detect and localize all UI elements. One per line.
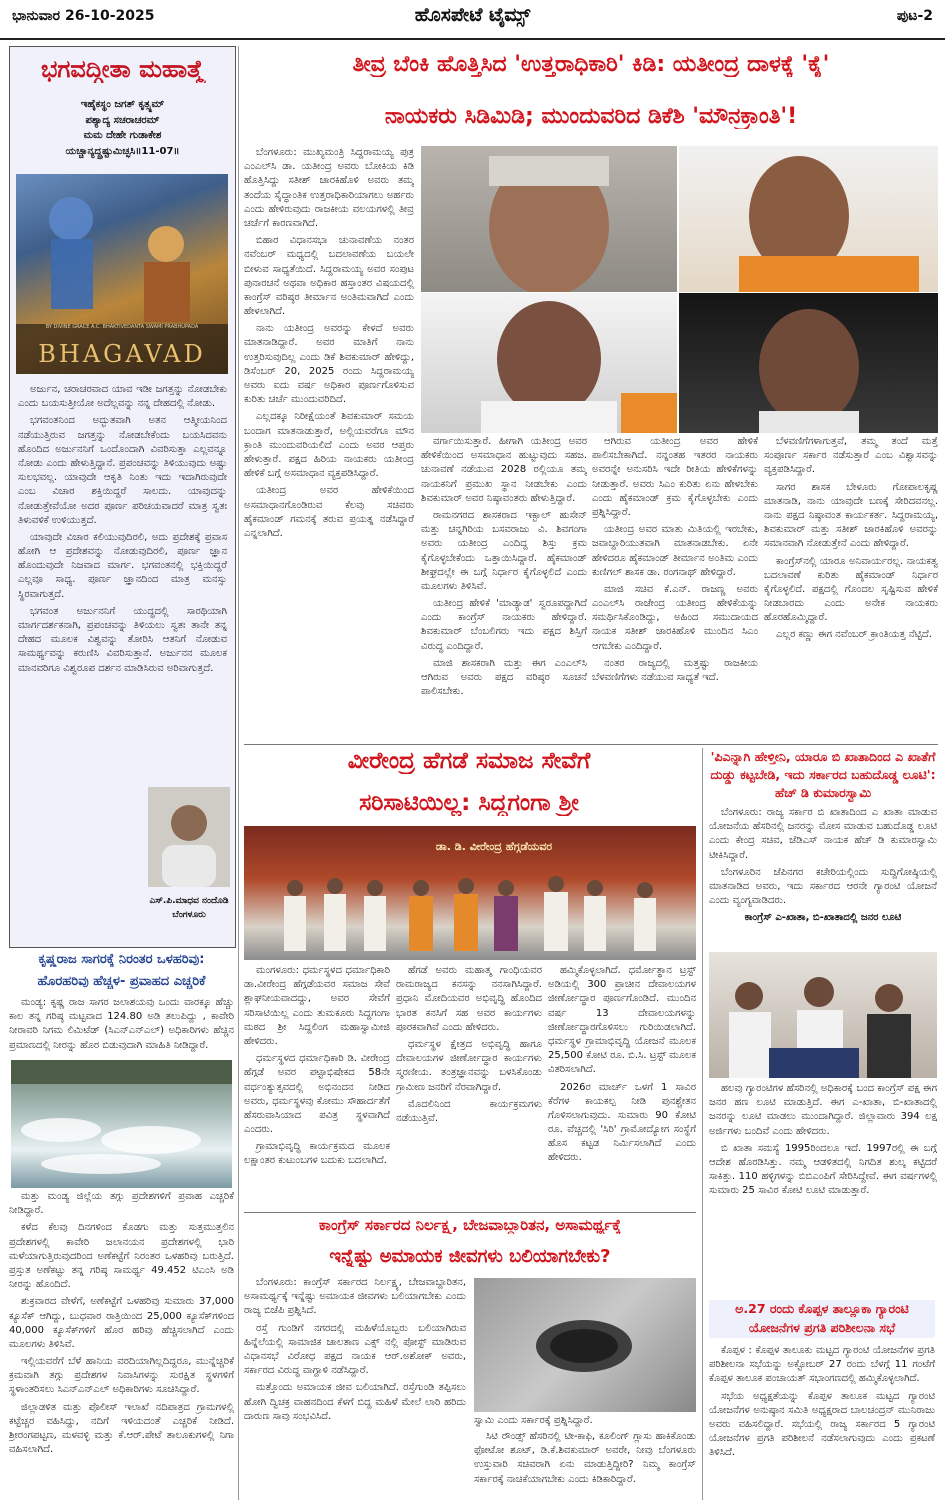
krs-dam-photo xyxy=(11,1060,232,1188)
lead-column-4: ಬೆಳವಣಿಗೆಗಳಾಗುತ್ತವೆ, ತಮ್ಮ ತಂದೆ ಮತ್ತೆ ಸಂಪೂರ್ಣ ಸರ್ಕಾರ ನಡೆಸುತ್ತಾರೆ ಎಂಬ ವಿಶ್ವಾಸವನ್ನು ವ್ಯಕ್ತಪಡಿಸಿದ್ದಾರೆ. ಸಾಗರ ಶಾಸಕ ಬೇಳೂರು ಗೋಪಾಲಕೃಷ್ಣ ಮಾತನಾಡಿ, ನಾನು ಯಾವುದೇ ಬಣಕ್ಕೆ ಸೇರಿದವನಲ್ಲ. ನಾನು ಪಕ್ಷದ ನಿಷ್ಠಾವಂತ ಕಾರ್ಯಕರ್ತ. ಸಿದ್ದರಾಮಯ್ಯ, ಶಿವಕುಮಾರ್ ಮತ್ತು ಸತೀಶ್ ಜಾರಕಿಹೊಳಿ ಅವರನ್ನು ಸಮಾನವಾಗಿ ನೋಡುತ್ತೇನೆ ಎಂದು ಹೇಳಿದ್ದಾರೆ. ಕಾಂಗ್ರೆಸ್‌ನಲ್ಲಿ ಯಾರೂ ಅನಿವಾರ್ಯರಲ್ಲ. ನಾಯಕತ್ವ ಬದಲಾವಣೆ ಕುರಿತು ಹೈಕಮಾಂಡ್ ನಿರ್ಧಾರ ಕೈಗೊಳ್ಳಲಿದೆ. ಪಕ್ಷದಲ್ಲಿ ಗೊಂದಲ ಸೃಷ್ಟಿಸುವ ಹೇಳಿಕೆ ನೀಡಬಾರದು ಎಂದು ಅನೇಕ ನಾಯಕರು ಹೊರಹೊಮ್ಮಿದ್ದಾರೆ. ಎಲ್ಲರ ಕಣ್ಣು ಈಗ ನವೆಂಬರ್ ಕ್ರಾಂತಿಯತ್ತ ನೆಟ್ಟಿದೆ. xyxy=(764,436,938,641)
veerendra-column-2: ಹೆಗಡೆ ಅವರು ಮಹಾತ್ಮ ಗಾಂಧಿಯವರ ರಾಮರಾಜ್ಯದ ಕನಸನ್ನು ನನಸಾಗಿಸಿದ್ದಾರೆ. ಪ್ರಧಾನಿ ಮೋದಿಯವರ ಅಭಿವೃದ್ಧಿ ಹೊಂದಿದ ಭಾರತ ಕನಸಿಗೆ ಸಹ ಅವರ ಕಾರ್ಯಗಳು ಪೂರಕವಾಗಿವೆ ಎಂದು ಹೇಳಿದರು. ಧರ್ಮಸ್ಥಳ ಕ್ಷೇತ್ರದ ಅಭಿವೃದ್ಧಿ ಹಾಗೂ ದೇವಾಲಯಗಳ ಜೀರ್ಣೋದ್ಧಾರ ಕಾರ್ಯಗಳು ಸ್ಮರಣೀಯ. ತಂತ್ರಜ್ಞಾನವನ್ನು ಬಳಸಿಕೊಂಡು ಗ್ರಾಮೀಣ ಜನರಿಗೆ ನೆರವಾಗಿದ್ದಾರೆ. ಮೊದಲಿನಿಂದ ಕಾರ್ಯಕ್ರಮಗಳು ನಡೆಯುತ್ತಿವೆ. xyxy=(396,965,542,1124)
person-portrait-icon xyxy=(148,787,230,887)
congress-photo-caption: ಸ್ವಾಮಿ ಎಂದು ಸರ್ಕಾರಕ್ಕೆ ಪ್ರಶ್ನಿಸಿದ್ದಾರೆ. xyxy=(474,1415,593,1426)
author-caption: ಎಸ್.ಪಿ.ಮಾಧವ ನಂದೊಡಿ ಬೆಂಗಳೂರು xyxy=(149,896,229,920)
kaveri-body-2: ಮತ್ತು ಮಂಡ್ಯ ಜಿಲ್ಲೆಯ ತಗ್ಗು ಪ್ರದೇಶಗಳಿಗೆ ಪ್ರವಾಹ ಎಚ್ಚರಿಕೆ ನೀಡಿದ್ದಾರೆ. ಕಳೆದ ಕೆಲವು ದಿನಗಳಿಂದ ಕೊಡಗು ಮತ್ತು ಸುತ್ತಮುತ್ತಲಿನ ಪ್ರದೇಶಗಳಲ್ಲಿ ಕಾವೇರಿ ಜಲಾನಯನ ಪ್ರದೇಶಗಳಲ್ಲಿ ಭಾರಿ ಮಳೆಯಾಗುತ್ತಿರುವುದರಿಂದ ಅಣೆಕಟ್ಟೆಗೆ ನಿರಂತರ ಒಳಹರಿವು ಬರುತ್ತಿದೆ. ಪ್ರಸ್ತುತ ಅಣೆಕಟ್ಟು ತನ್ನ ಗರಿಷ್ಠ ಸಾಮರ್ಥ್ಯ 49.452 ಟಿಎಂಸಿ ಅಡಿ ನೀರನ್ನು ಹೊಂದಿದೆ. ಶುಕ್ರವಾರದ ವೇಳೆಗೆ, ಅಣೆಕಟ್ಟೆಗೆ ಒಳಹರಿವು ಸುಮಾರು 37,000 ಕ್ಯೂಸೆಕ್ ಆಗಿದ್ದು, ಬುಧವಾರ ರಾತ್ರಿಯಿಂದ 25,000 ಕ್ಯೂಸೆಕ್‌ಗಳಿಂದ 40,000 ಕ್ಯೂಸೆಕ್‌ಗಳಿಗೆ ಹೊರ ಹರಿವು ಹೆಚ್ಚಿಸಲಾಗಿದೆ ಎಂದು ಮೂಲಗಳು ತಿಳಿಸಿವೆ. ಇಲ್ಲಿಯವರೆಗೆ ಬೆಳೆ ಹಾನಿಯ ವರದಿಯಾಗಿಲ್ಲದಿದ್ದರೂ, ಮುನ್ನೆಚ್ಚರಿಕೆ ಕ್ರಮವಾಗಿ ತಗ್ಗು ಪ್ರದೇಶಗಳ ನಿವಾಸಿಗಳನ್ನು ಸುರಕ್ಷಿತ ಸ್ಥಳಗಳಿಗೆ ಸ್ಥಳಾಂತರಿಸಲು ಸಿಎನ್‌ಎನ್‌ಎಲ್ ಅಧಿಕಾರಿಗಳು ಸೂಚಿಸಿದ್ದಾರೆ. ಜಿಲ್ಲಾಡಳಿತ ಮತ್ತು ಪೊಲೀಸ್ ಇಲಾಖೆ ನದಿಪಾತ್ರದ ಗ್ರಾಮಗಳಲ್ಲಿ ಕಟ್ಟೆಚ್ಚರ ವಹಿಸಿದ್ದು, ನದಿಗೆ ಇಳಿಯದಂತೆ ಎಚ್ಚರಿಕೆ ನೀಡಿದೆ. ಶ್ರೀರಂಗಪಟ್ಟಣ, ಮಳವಳ್ಳಿ ಮತ್ತು ಕೆ.ಆರ್.ಪೇಟೆ ತಾಲೂಕುಗಳಲ್ಲಿ ನಿಗಾ ವಹಿಸಲಾಗಿದೆ. xyxy=(9,1191,234,1456)
left-column-divider xyxy=(238,46,239,1500)
veerendra-headline-1: ವೀರೇಂದ್ರ ಹೆಗಡೆ ಸಮಾಜ ಸೇವೆಗೆ xyxy=(347,748,591,774)
koppal-headline: ಅ.27 ರಂದು ಕೊಪ್ಪಳ ತಾಲ್ಲೂಕಾ ಗ್ಯಾರಂಟಿ ಯೋಜನೆಗಳ ಪ್ರಗತಿ ಪರಿಶೀಲನಾ ಸಭೆ xyxy=(709,1300,935,1338)
gita-cover-title: BHAGAVAD xyxy=(38,340,206,368)
kaveri-headline-2: ಹೊರಹರಿವು ಹೆಚ್ಚಳ- ಪ್ರವಾಹದ ಎಚ್ಚರಿಕೆ xyxy=(37,974,206,989)
masthead-bar xyxy=(0,0,945,40)
gita-title: ಭಗವದ್ಗೀತಾ ಮಹಾತ್ಮೆ xyxy=(41,55,204,83)
lead-column-1: ಬೆಂಗಳೂರು: ಮುಖ್ಯಮಂತ್ರಿ ಸಿದ್ದರಾಮಯ್ಯ ಪುತ್ರ ಎಂಎಲ್‌ಸಿ ಡಾ. ಯತೀಂದ್ರ ಅವರು ಬೋಕಿಯ ಕಿಡಿ ಹೊತ್ತಿಸಿದ್ದು ಸತೀಶ್ ಜಾರಕಿಹೊಳಿ ಅವರು ತಮ್ಮ ತಂದೆಯ ಸೈದ್ಧಾಂತಿಕ ಉತ್ತರಾಧಿಕಾರಿಯಾಗಲು ಅರ್ಹರು ಎಂದು ಹೇಳಿರುವುದು ರಾಜಕೀಯ ವಲಯಗಳಲ್ಲಿ ತೀವ್ರ ಚರ್ಚೆಗೆ ಕಾರಣವಾಗಿದೆ. ಬಿಹಾರ ವಿಧಾನಸಭಾ ಚುನಾವಣೆಯ ನಂತರ ನವೆಂಬರ್ ಮಧ್ಯದಲ್ಲಿ ಬದಲಾವಣೆಯ ಬಯಲೇ ಬೀಳುವ ಸಾಧ್ಯತೆಯಿದೆ. ಸಿದ್ದರಾಮಯ್ಯ ಅವರ ಸಂಪುಟ ಪುನಾರಚನೆ ಅಥವಾ ಅಧಿಕಾರ ಹಸ್ತಾಂತರ ವಿಷಯದಲ್ಲಿ ಕಾಂಗ್ರೆಸ್ ವರಿಷ್ಠರ ತೀರ್ಮಾನ ಅಂತಿಮವಾಗಿದೆ ಎಂದು ಹೇಳಲಾಗಿದೆ. ನಾನು ಯತೀಂದ್ರ ಅವರನ್ನು ಕೇಳದೆ ಅವರು ಮಾತನಾಡಿದ್ದಾರೆ. ಅವರ ಮಾತಿಗೆ ನಾನು ಉತ್ತರಿಸುವುದಿಲ್ಲ ಎಂದು ಡಿಕೆ ಶಿವಕುಮಾರ್ ಹೇಳಿದ್ದು, ಡಿಸೆಂಬರ್ 20, 2025 ರಂದು ಸಿದ್ದರಾಮಯ್ಯ ಅವರು ಐದು ವರ್ಷ ಅಧಿಕಾರ ಪೂರ್ಣಗೊಳಿಸುವ ಕುರಿತು ಚರ್ಚೆ ಮುಂದುವರಿದಿದೆ. ಎಲ್ಲದಕ್ಕೂ ನಿರೀಕ್ಷೆಯಂತೆ ಶಿವಕುಮಾರ್ ಸಮಯ ಬಂದಾಗ ಮಾತನಾಡುತ್ತಾರೆ, ಅಲ್ಲಿಯವರೆಗೂ ಮೌನ ಕ್ರಾಂತಿ ಮುಂದುವರಿಯಲಿದೆ ಎಂದು ಅವರ ಆಪ್ತರು ಹೇಳುತ್ತಾರೆ. ಪಕ್ಷದ ಹಿರಿಯ ನಾಯಕರು ಯತೀಂದ್ರ ಹೇಳಿಕೆ ಬಗ್ಗೆ ಅಸಮಾಧಾನ ವ್ಯಕ್ತಪಡಿಸಿದ್ದಾರೆ. ಯತೀಂದ್ರ ಅವರ ಹೇಳಿಕೆಯಿಂದ ಅಸಮಾಧಾನಗೊಂಡಿರುವ ಕೆಲವು ಸಚಿವರು ಹೈಕಮಾಂಡ್ ಗಮನಕ್ಕೆ ತರುವ ಪ್ರಯತ್ನ ನಡೆಸಿದ್ದಾರೆ ಎನ್ನಲಾಗಿದೆ. xyxy=(244,147,414,539)
kumaraswamy-section xyxy=(707,748,937,928)
gita-book-cover-image xyxy=(16,174,228,374)
lead-headline-1: ತೀವ್ರ ಬೆಂಕಿ ಹೊತ್ತಿಸಿದ 'ಉತ್ತರಾಧಿಕಾರಿ' ಕಿಡಿ: ಯತೀಂದ್ರ ದಾಳಕ್ಕೆ 'ಕೈ' xyxy=(352,52,830,77)
congress-column-2: ಸಿಟಿ ರೌಂಡ್ಸ್ ಹೆಸರಿನಲ್ಲಿ ಟೀ-ಕಾಫಿ, ಕೂಲಿಂಗ್ ಗ್ಲಾಸು ಹಾಕಿಕೊಂಡು ಫೋಟೋ ಶೂಟ್, ಡಿ.ಕೆ.ಶಿವಕುಮಾರ್ ಅವರೇ, ನೀವು ಬೆಂಗಳೂರು ಉಸ್ತುವಾರಿ ಸಚಿವರಾಗಿ ಏನು ಮಾಡುತ್ತಿದ್ದೀರಿ? ನಿಮ್ಮ ಕಾಂಗ್ರೆಸ್ ಸರ್ಕಾರಕ್ಕೆ ನಾಚಿಕೆಯಾಗಬೇಕು ಎಂದು ಕಿಡಿಕಾರಿದ್ದಾರೆ. xyxy=(474,1431,696,1485)
kumaraswamy-body-2: ಹಲವು ಗ್ಯಾರಂಟಿಗಳ ಹೆಸರಿನಲ್ಲಿ ಅಧಿಕಾರಕ್ಕೆ ಬಂದ ಕಾಂಗ್ರೆಸ್ ಪಕ್ಷ ಈಗ ಜನರ ಹಣ ಲೂಟಿ ಮಾಡುತ್ತಿದೆ. ಈಗ ಎ-ಖಾತಾ, ಬಿ-ಖಾತಾದಲ್ಲಿ ಜನರನ್ನು ಲೂಟಿ ಮಾಡಲು ಮುಂದಾಗಿದ್ದಾರೆ. ಜಿಲ್ಲಾವಾರು 394 ಲಕ್ಷ ಅರ್ಜಿಗಳು ಬಂದಿವೆ ಎಂದು ಹೇಳಿದರು. ಬಿ ಖಾತಾ ಸಮಸ್ಯೆ 1995ರಿಂದಲೂ ಇದೆ. 1997ರಲ್ಲಿ ಈ ಬಗ್ಗೆ ಆದೇಶ ಹೊರಡಿಸಿತ್ತು. ನಮ್ಮ ಆಡಳಿತದಲ್ಲಿ ನಿಗದಿತ ಶುಲ್ಕ ಕಟ್ಟಿದರೆ ಸಾಕಿತ್ತು. 110 ಹಳ್ಳಿಗಳನ್ನು ಬಿಬಿಎಂಪಿಗೆ ಸೇರಿಸಿದ್ದೇವೆ. ಈಗ ವರ್ಷಗಳಲ್ಲಿ ಸುಮಾರು 25 ಸಾವಿರ ಕೋಟಿ ಲೂಟಿ ಮಾಡುತ್ತಾರೆ. xyxy=(709,1083,937,1197)
press-conference-illustration xyxy=(709,952,937,1078)
lead-column-2: ವರ್ಗಾಯಿಸುತ್ತಾರೆ. ಹೀಗಾಗಿ ಯತೀಂದ್ರ ಅವರ ಹೇಳಿಕೆಯಿಂದ ಅಸಮಾಧಾನ ಹುಟ್ಟುವುದು ಸಹಜ. ಚುನಾವಣೆ ನಡೆಯುವ 2028 ರಲ್ಲಿಯೂ ತಮ್ಮ ನಾಯಕನಿಗೆ ಪ್ರಮುಖ ಸ್ಥಾನ ನೀಡಬೇಕು ಎಂದು ಶಿವಕುಮಾರ್ ಅವರ ನಿಷ್ಠಾವಂತರು ಹೇಳುತ್ತಿದ್ದಾರೆ. ರಾಮನಗರದ ಶಾಸಕರಾದ ಇಕ್ಬಾಲ್ ಹುಸೇನ್ ಮತ್ತು ಚನ್ನಗಿರಿಯ ಬಸವರಾಜು ವಿ. ಶಿವಗಂಗಾ ಅವರು ಯತೀಂದ್ರ ಎಂದಿದ್ದ ಶಿಸ್ತು ಕ್ರಮ ಕೈಗೊಳ್ಳಬೇಕೆಂದು ಒತ್ತಾಯಿಸಿದ್ದಾರೆ. ಹೈಕಮಾಂಡ್ ಶೀಘ್ರದಲ್ಲೇ ಈ ಬಗ್ಗೆ ನಿರ್ಧಾರ ಕೈಗೊಳ್ಳಲಿದೆ ಎಂದು ಮೂಲಗಳು ತಿಳಿಸಿವೆ. ಯತೀಂದ್ರ ಹೇಳಿಕೆ 'ಮಾಡ್ಯಾಡ' ಸ್ವರೂಪದ್ದಾಗಿದೆ ಎಂದು ಕಾಂಗ್ರೆಸ್ ನಾಯಕರು ಹೇಳಿದ್ದಾರೆ. ಶಿವಕುಮಾರ್ ಬೆಂಬಲಿಗರು ಇದು ಪಕ್ಷದ ಶಿಸ್ತಿಗೆ ವಿರುದ್ಧ ಎಂದಿದ್ದಾರೆ. ಮಾಜಿ ಶಾಸಕರಾಗಿ ಮತ್ತು ಈಗ ಎಂಎಲ್‌ಸಿ ಆಗಿರುವ ಅವರು ಪಕ್ಷದ ವರಿಷ್ಠರ ಸೂಚನೆ ಪಾಲಿಸಬೇಕು. xyxy=(421,436,587,698)
veerendra-column-1: ಮಂಗಳೂರು: ಧರ್ಮಸ್ಥಳದ ಧರ್ಮಾಧಿಕಾರಿ ಡಾ.ವೀರೇಂದ್ರ ಹೆಗ್ಗಡೆಯವರ ಸಮಾಜ ಸೇವೆ ಶ್ಲಾಘನೀಯವಾದದ್ದು, ಅವರ ಸೇವೆಗೆ ಸರಿಸಾಟಿಯಿಲ್ಲ ಎಂದು ತುಮಕೂರು ಸಿದ್ದಗಂಗಾ ಮಠದ ಶ್ರೀ ಸಿದ್ದಲಿಂಗ ಮಹಾಸ್ವಾಮೀಜಿ ಹೇಳಿದರು. ಧರ್ಮಸ್ಥಳದ ಧರ್ಮಾಧಿಕಾರಿ ಡಿ. ವೀರೇಂದ್ರ ಹೆಗ್ಗಡೆ ಅವರ ಪಟ್ಟಾಭಿಷೇಕದ 58ನೇ ವರ್ಧಂತ್ಯುತ್ಸವದಲ್ಲಿ ಅಭಿನಂದನ ನೀಡಿದ ಅವರು, ಧರ್ಮಸ್ಥಳವು ಕೋಮು ಸೌಹಾರ್ದತೆಗೆ ಹೆಸರುವಾಸಿಯಾದ ಪವಿತ್ರ ಸ್ಥಳವಾಗಿದೆ ಎಂದರು. ಗ್ರಾಮಾಭಿವೃದ್ಧಿ ಕಾರ್ಯಕ್ರಮದ ಮೂಲಕ ಲಕ್ಷಾಂತರ ಕುಟುಂಬಗಳ ಬದುಕು ಬದಲಾಗಿದೆ. xyxy=(244,965,390,1167)
event-banner-text: ಡಾ. ಡಿ. ವೀರೇಂದ್ರ ಹೆಗ್ಗಡೆಯವರ xyxy=(435,840,553,853)
gita-cover-small-text: BY DIVINE GRACE A.C. BHAKTIVEDANTA SWAMI PRABHUPADA xyxy=(45,324,199,330)
gita-verse: ಇಹೈಕಸ್ಥಂ ಜಗತ್ ಕೃತ್ಸ್ನಮ್ ಪಶ್ಯಾದ್ಯ ಸಚರಾಚರಮ್ ಮಮ ದೇಹೇ ಗುಡಾಕೇಶ ಯಚ್ಚಾನ್ಯದ್ದ್ರಷ್ಟುಮಿಚ್ಛಸಿ॥11-07॥ xyxy=(65,99,180,157)
yathindra-photo xyxy=(421,293,677,433)
page-number: ಪುಟ-2 xyxy=(896,8,933,24)
congress-headline-2: ಇನ್ನೆಷ್ಟು ಅಮಾಯಕ ಜೀವಗಳು ಬಲಿಯಾಗಬೇಕು? xyxy=(329,1246,611,1267)
politician-portrait-4 xyxy=(679,293,938,433)
pothole-photo xyxy=(474,1278,696,1412)
satish-jarkiholi-photo xyxy=(679,293,938,433)
veerendra-column-3: ಹಮ್ಮಿಕೊಳ್ಳಲಾಗಿದೆ. ಧರ್ಮೋತ್ಥಾನ ಟ್ರಸ್ಟ್ ಅಡಿಯಲ್ಲಿ 300 ಪ್ರಾಚೀನ ದೇವಾಲಯಗಳ ಜೀರ್ಣೋದ್ಧಾರ ಪೂರ್ಣಗೊಂಡಿದೆ. ಮುಂದಿನ ವರ್ಷ 13 ದೇವಾಲಯಗಳನ್ನು ಜೀರ್ಣೋದ್ಧಾರಗೊಳಿಸಲು ಗುರಿಯಿಡಲಾಗಿದೆ. ಧರ್ಮಸ್ಥಳ ಗ್ರಾಮಾಭಿವೃದ್ಧಿ ಯೋಜನೆ ಮೂಲಕ 25,500 ಕೋಟಿ ರೂ. ಬಿ.ಸಿ. ಟ್ರಸ್ಟ್ ಮೂಲಕ ವಿತರಿಸಲಾಗಿದೆ. 2026ರ ಮಾರ್ಚ್ ಒಳಗೆ 1 ಸಾವಿರ ಕೆರೆಗಳ ಕಾಯಕಲ್ಪ ನೀಡಿ ಪುನಶ್ಚೇತನ ಗೊಳಿಸಲಾಗುವುದು. ಸುಮಾರು 90 ಕೋಟಿ ರೂ. ವೆಚ್ಚದಲ್ಲಿ 'ಸಿರಿ' ಗ್ರಾಮೋದ್ಯೋಗ ಸಂಸ್ಥೆಗೆ ಹೊಸ ಕಟ್ಟಡ ನಿರ್ಮಿಸಲಾಗಿದೆ ಎಂದು ಹೇಳಿದರು. xyxy=(548,965,696,1164)
gita-section xyxy=(9,46,236,948)
masthead-title: ಹೊಸಪೇಟೆ ಟೈಮ್ಸ್ xyxy=(414,4,531,26)
pothole-illustration xyxy=(474,1278,696,1412)
issue-date: ಭಾನುವಾರ 26-10-2025 xyxy=(12,8,155,24)
press-meet-photo xyxy=(709,952,937,1078)
siddaramaiah-photo xyxy=(421,146,677,292)
lead-bottom-rule xyxy=(244,744,938,745)
kumaraswamy-body-1: ಬೆಂಗಳೂರು: ರಾಜ್ಯ ಸರ್ಕಾರ ಬಿ ಖಾತಾದಿಂದ ಎ ಖಾತಾ ಮಾಡುವ ಯೋಜನೆಯ ಹೆಸರಿನಲ್ಲಿ ಜನರನ್ನು ಮೋಸ ಮಾಡುವ ಬಹುದೊಡ್ಡ ಲೂಟಿ ಎಂದು ಕೇಂದ್ರ ಸಚಿವ, ಜೆಡಿಎಸ್ ನಾಯಕ ಹೆಚ್ ಡಿ ಕುಮಾರಸ್ವಾಮಿ ಟೀಕಿಸಿದ್ದಾರೆ. ಬೆಂಗಳೂರಿನ ಜೆಪಿನಗರ ಕಚೇರಿಯಲ್ಲಿಂದು ಸುದ್ದಿಗೋಷ್ಠಿಯಲ್ಲಿ ಮಾತನಾಡಿದ ಅವರು, ಇದು ಸರ್ಕಾರದ ಆರನೇ ಗ್ಯಾರಂಟಿ ಯೋಜನೆ ಎಂದು ವ್ಯಂಗ್ಯವಾಡಿದರು. ಕಾಂಗ್ರೆಸ್ ಎ-ಖಾತಾ, ಬಿ-ಖಾತಾದಲ್ಲಿ ಜನರ ಲೂಟಿ xyxy=(709,807,937,924)
felicitation-event-photo xyxy=(244,826,696,960)
politician-portrait-1 xyxy=(421,146,677,292)
gita-article-body: ಅರ್ಜುನ, ಚರಾಚರವಾದ ಯಾವ ಇಡೀ ಜಗತ್ತನ್ನು ನೋಡಬೇಕು ಎಂದು ಬಯಸುತ್ತೀಯೋ ಅದೆಲ್ಲವನ್ನು ನನ್ನ ದೇಹದಲ್ಲಿ ನೋಡು. ಭಗವಂತನಿಂದ ಅದ್ಭುತವಾಗಿ ಅತನ ಆತ್ಮೀಯನಿಂದ ನಡೆಯುತ್ತಿರುವ ಜಗತ್ತನ್ನು ನೋಡಬೇಕೆಂದು ಬಯಸಿದವನು ಹೊಂದಿದ ಅರ್ಜುನನಿಗೆ ಒಂದೊಂದಾಗಿ ವಿವರಿಸುತ್ತಾ ಎಲ್ಲವನ್ನೂ ನೋಡು ಎಂದು ಹೇಳುತ್ತಿದ್ದಾನೆ. ಪ್ರಪಂಚವನ್ನು ತಿಳಿಯುವುದು ಅಷ್ಟು ಸುಲಭವಲ್ಲ. ಯಾವುದೇ ಆಕೃತಿ ನಿಂತು ಇದು ಇದಾಗಿರುವುದೇ ಎಂಬ ವಿಚಾರ ಶಕ್ತಿಯಿದ್ದರೆ ಸಾಲದು. ಯಾವುದನ್ನು ನೋಡುತ್ತೇವೆಯೋ ಅದರ ಪೂರ್ಣ ಪರಿಚಯವಾದರೆ ಮಾತ್ರ ಸ್ವತಃ ತಿಳುವಳಿಕೆ ಉಳಿಯುತ್ತದೆ. ಯಾವುದೇ ವಿಚಾರ ಕಲಿಯುವುದಿರಲಿ, ಅದು ಪ್ರದೇಶಕ್ಕೆ ಪ್ರವಾಸ ಹೋಗಿ ಆ ಪ್ರದೇಶವನ್ನು ನೋಡುವುದಿರಲಿ, ಪೂರ್ಣ ಜ್ಞಾನ ಹೊಂದುವುದೇ ನಿಜವಾದ ಮಾರ್ಗ. ಭಗವಂತನಲ್ಲಿ ಭಕ್ತಿಯಿದ್ದರೆ ಎಲ್ಲವೂ ಸಾಧ್ಯ. ಪೂರ್ಣ ಜ್ಞಾನದಿಂದ ಮಾತ್ರ ಮನಸ್ಸು ಸ್ಥಿರವಾಗುತ್ತದೆ. ಭಗವಂತ ಅರ್ಜುನನಿಗೆ ಯುದ್ಧದಲ್ಲಿ ಸಾರಥಿಯಾಗಿ ಮಾರ್ಗದರ್ಶಕನಾಗಿ, ಪ್ರಪಂಚವನ್ನು ತಿಳಿಯಲು ಸ್ವತಃ ತಾನೇ ತನ್ನ ದೇಹದ ಮೂಲಕ ವಿಶ್ವವನ್ನು ತೋರಿಸಿ ಆತನಿಗೆ ನೋಡುವ ಸಾಮರ್ಥ್ಯವನ್ನು ಕರುಣಿಸಿ ವಿವರಿಸುತ್ತಾನೆ. ಅರ್ಜುನನ ಮೂಲಕ ಮಾನವರಿಗೂ ವಿಶ್ವರೂಪ ದರ್ಶನ ಮಾಡಿಸಿರುವ ಅರಿವಾಗುತ್ತದೆ. xyxy=(18,384,227,674)
dam-water-illustration xyxy=(11,1060,232,1188)
kaveri-headline-1: ಕೃಷ್ಣರಾಜ ಸಾಗರಕ್ಕೆ ನಿರಂತರ ಒಳಹರಿವು: xyxy=(38,952,205,967)
politician-portrait-2 xyxy=(679,146,938,292)
dk-shivakumar-photo xyxy=(679,146,938,292)
congress-headline-1: ಕಾಂಗ್ರೆಸ್ ಸರ್ಕಾರದ ನಿರ್ಲಕ್ಷ್ಯ, ಬೇಜವಾಬ್ದಾರಿತನ, ಅಸಾಮರ್ಥ್ಯಕ್ಕೆ xyxy=(318,1216,622,1234)
lead-headline-2: ನಾಯಕರು ಸಿಡಿಮಿಡಿ; ಮುಂದುವರಿದ ಡಿಕೆಶಿ 'ಮೌನಕ್ರಾಂತಿ'! xyxy=(384,104,798,129)
congress-top-rule xyxy=(244,1212,696,1213)
kumaraswamy-headline: 'ಪಿಎನ್ನಾಗಿ ಹೇಳ್ತೀನಿ, ಯಾರೂ ಬಿ ಖಾತಾದಿಂದ ಎ ಖಾತೆಗೆ ದುಡ್ಡು ಕಟ್ಟಬೇಡಿ, ಇದು ಸರ್ಕಾರದ ಬಹುದೊಡ್ಡ ಲೂಟಿ': ಹೆಚ್ ಡಿ ಕುಮಾರಸ್ವಾಮಿ xyxy=(710,749,936,801)
politician-portrait-3 xyxy=(421,293,677,433)
congress-column-1: ಬೆಂಗಳೂರು: ಕಾಂಗ್ರೆಸ್ ಸರ್ಕಾರದ ನಿರ್ಲಕ್ಷ್ಯ, ಬೇಜವಾಬ್ದಾರಿತನ, ಅಸಾಮರ್ಥ್ಯಕ್ಕೆ ಇನ್ನೆಷ್ಟು ಅಮಾಯಕ ಜೀವಗಳು ಬಲಿಯಾಗಬೇಕು ಎಂದು ರಾಜ್ಯ ಬಿಜೆಪಿ ಪ್ರಶ್ನಿಸಿದೆ. ರಸ್ತೆ ಗುಂಡಿಗೆ ನಗರದಲ್ಲಿ ಮಹಿಳೆಯೊಬ್ಬರು ಬಲಿಯಾಗಿರುವ ಹಿನ್ನೆಲೆಯಲ್ಲಿ ಸಾಮಾಜಿಕ ಜಾಲತಾಣ ಎಕ್ಸ್ ನಲ್ಲಿ ಪೋಸ್ಟ್ ಮಾಡಿರುವ ವಿಧಾನಸಭೆ ವಿರೋಧ ಪಕ್ಷದ ನಾಯಕ ಆರ್.ಅಶೋಕ್ ಅವರು, ಸರ್ಕಾರದ ವಿರುದ್ಧ ವಾಗ್ದಾಳಿ ನಡೆಸಿದ್ದಾರೆ. ಮತ್ತೊಂದು ಅಮಾಯಕ ಜೀವ ಬಲಿಯಾಗಿದೆ. ರಸ್ತೆಗುಂಡಿ ತಪ್ಪಿಸಲು ಹೋಗಿ ದ್ವಿಚಕ್ರ ವಾಹನದಿಂದ ಕೆಳಗೆ ಬಿದ್ದ ಮಹಿಳೆ ಮೇಲೆ ಲಾರಿ ಹರಿದು ದಾರುಣ ಸಾವು ಸಂಭವಿಸಿದೆ. xyxy=(244,1277,466,1422)
koppal-body: ಕೊಪ್ಪಳ : ಕೊಪ್ಪಳ ತಾಲೂಕು ಮಟ್ಟದ ಗ್ಯಾರಂಟಿ ಯೋಜನೆಗಳ ಪ್ರಗತಿ ಪರಿಶೀಲನಾ ಸಭೆಯನ್ನು ಅಕ್ಟೋಬರ್ 27 ರಂದು ಬೆಳಗ್ಗೆ 11 ಗಂಟೆಗೆ ಕೊಪ್ಪಳ ತಾಲೂಕ ಪಂಚಾಯತ್ ಸಭಾಂಗಣದಲ್ಲಿ ಹಮ್ಮಿಕೊಳ್ಳಲಾಗಿದೆ. ಸಭೆಯ ಅಧ್ಯಕ್ಷತೆಯನ್ನು ಕೊಪ್ಪಳ ತಾಲೂಕ ಮಟ್ಟದ ಗ್ಯಾರಂಟಿ ಯೋಜನೆಗಳ ಅನುಷ್ಠಾನ ಸಮಿತಿ ಅಧ್ಯಕ್ಷರಾದ ಬಾಲಚಂದ್ರನ್ ಮುನಿರಾಜು ಅವರು ವಹಿಸಲಿದ್ದಾರೆ. ಸಭೆಯಲ್ಲಿ ರಾಜ್ಯ ಸರ್ಕಾರದ 5 ಗ್ಯಾರಂಟಿ ಯೋಜನೆಗಳ ಪ್ರಗತಿ ಪರಿಶೀಲನೆ ನಡೆಸಲಾಗುವುದು ಎಂದು ಪ್ರಕಟಣೆ ತಿಳಿಸಿದೆ. xyxy=(709,1345,935,1459)
kaveri-body-1: ಮಂಡ್ಯ: ಕೃಷ್ಣ ರಾಜ ಸಾಗರ ಜಲಾಶಯವು ಒಂದು ವಾರಕ್ಕೂ ಹೆಚ್ಚು ಕಾಲ ತನ್ನ ಗರಿಷ್ಠ ಮಟ್ಟವಾದ 124.80 ಅಡಿ ತಲುಪಿದ್ದು , ಕಾವೇರಿ ನೀರಾವರಿ ನಿಗಮ ಲಿಮಿಟೆಡ್ (ಸಿಎನ್‌ಎನ್‌ಎಲ್) ಅಧಿಕಾರಿಗಳು ಹೆಚ್ಚಿನ ಪ್ರಮಾಣದಲ್ಲಿ ನೀರನ್ನು ಹೊರ ಬಿಡುವುದಾಗಿ ಮಾಹಿತಿ ನೀಡಿದ್ದಾರೆ. xyxy=(9,997,234,1051)
lead-column-3: ಆಗಿರುವ ಯತೀಂದ್ರ ಅವರ ಹೇಳಿಕೆ ಪಾಲಿಸಬೇಕಾಗಿದೆ. ನನ್ನಂತಹ ಇತರರ ನಾಯಕರು ಅವರನ್ನೇ ಅನುಸರಿಸಿ ಇದೇ ರೀತಿಯ ಹೇಳಿಕೆಗಳನ್ನು ನೀಡುತ್ತಾರೆ. ಅವರು ಸಿಎಂ ಕುರಿತು ಏನು ಹೇಳಬೇಕು ಎಂದು ಹೈಕಮಾಂಡ್ ಕ್ರಮ ಕೈಗೊಳ್ಳಬೇಕು ಎಂದು ಪ್ರಶ್ನಿಸಿದ್ದಾರೆ. ಯತೀಂದ್ರ ಅವರ ಮಾತು ಮಿತಿಯಲ್ಲಿ ಇರಬೇಕು, ಜವಾಬ್ದಾರಿಯುತವಾಗಿ ಮಾತನಾಡಬೇಕು. ಏನೇ ಹೇಳಿದರೂ ಹೈಕಮಾಂಡ್ ತೀರ್ಮಾನ ಅಂತಿಮ ಎಂದು ಕುಣಿಗಲ್ ಶಾಸಕ ಡಾ. ರಂಗನಾಥ್ ಹೇಳಿದ್ದಾರೆ. ಮಾಜಿ ಸಚಿವ ಕೆ.ಎನ್. ರಾಜಣ್ಣ ಅವರು ಎಂಎಲ್‌ಸಿ ರಾಜೇಂದ್ರ ಯತೀಂದ್ರ ಹೇಳಿಕೆಯನ್ನು ಸಮರ್ಥಿಸಿಕೊಂಡಿದ್ದು, ಅಹಿಂದ ಸಮುದಾಯದ ನಾಯಕ ಸತೀಶ್ ಜಾರಕಿಹೊಳಿ ಮುಂದಿನ ಸಿಎಂ ಆಗಬೇಕು ಎಂದಿದ್ದಾರೆ. ನಂತರ ರಾಜ್ಯದಲ್ಲಿ ಮತ್ತಷ್ಟು ರಾಜಕೀಯ ಬೆಳವಣಿಗೆಗಳು ನಡೆಯುವ ಸಾಧ್ಯತೆ ಇದೆ. xyxy=(592,436,758,683)
author-photo xyxy=(148,787,230,887)
veerendra-headline-2: ಸರಿಸಾಟಿಯಿಲ್ಲ: ಸಿದ್ದಗಂಗಾ ಶ್ರೀ xyxy=(359,790,579,816)
koppal-meeting-section xyxy=(707,1298,937,1500)
column-divider xyxy=(702,748,703,1500)
